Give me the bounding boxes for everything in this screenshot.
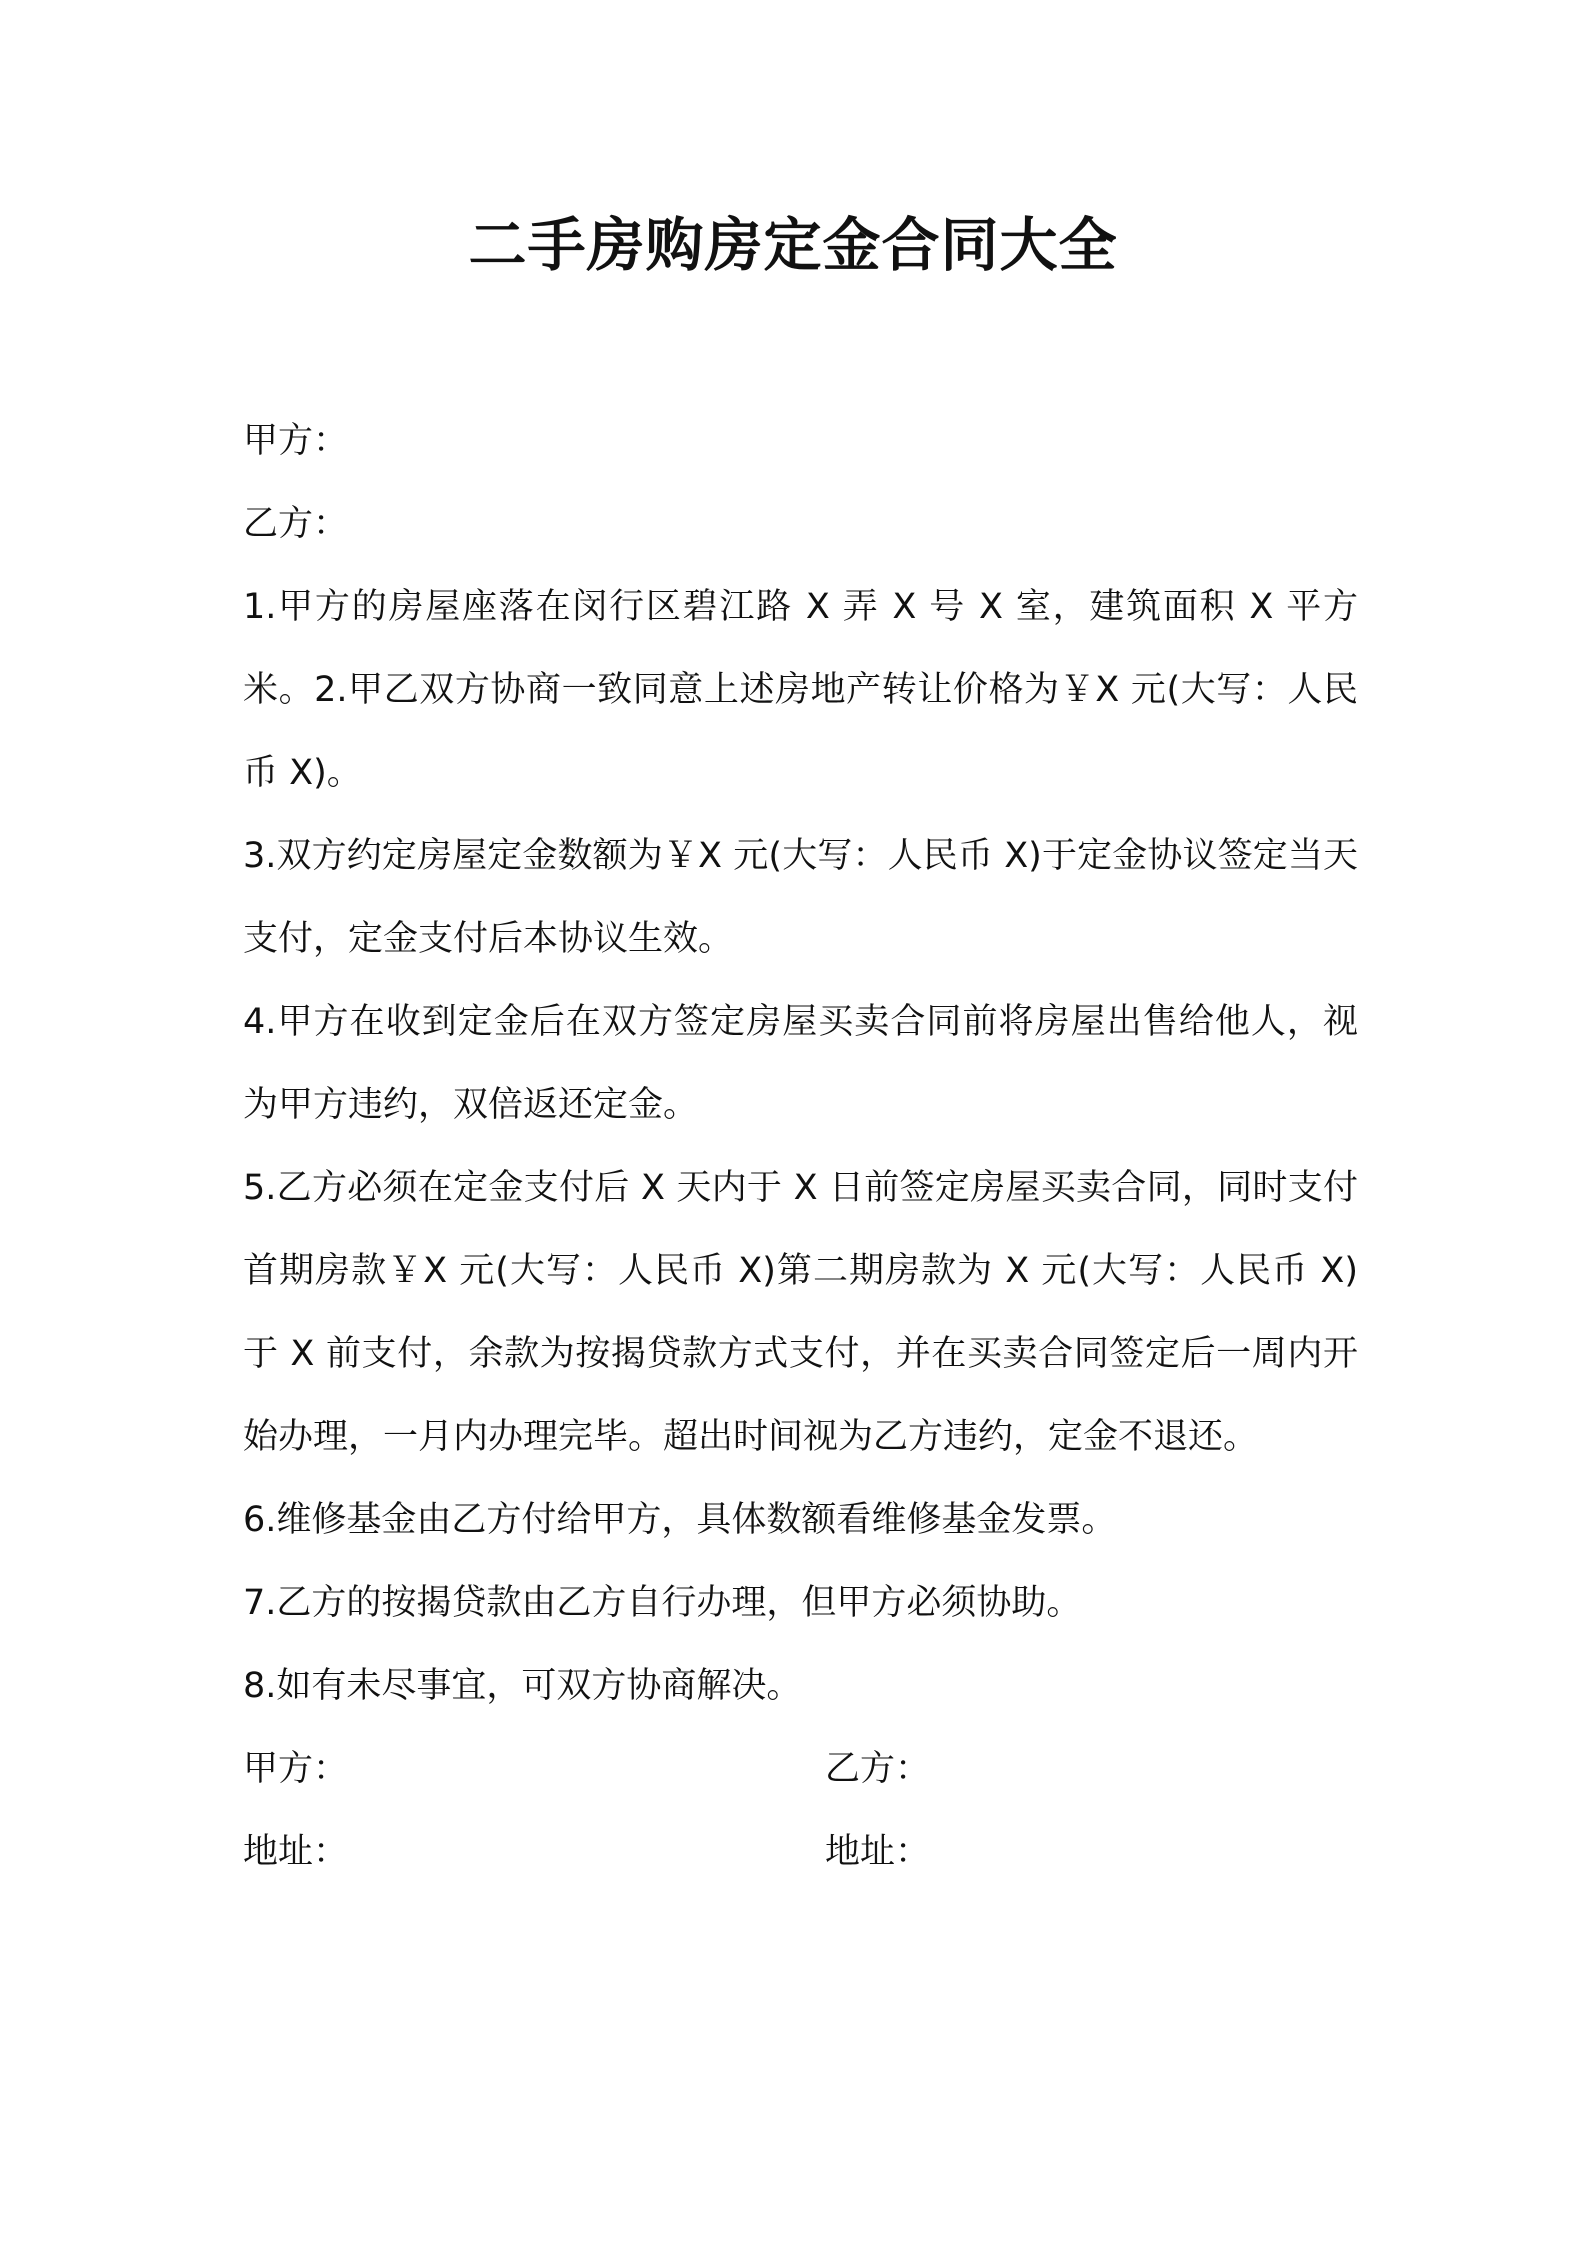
signature-address-a: 地址：: [243, 1832, 349, 1872]
party-a-line: 甲方：: [243, 421, 349, 461]
signature-address-row: [243, 1811, 1358, 1894]
clause-7: 7.乙方的按揭贷款由乙方自行办理，但甲方必须协助。: [243, 1583, 1082, 1623]
clause-5: 5.乙方必须在定金支付后 X 天内于 X 日前签定房屋买卖合同，同时支付首期房款￥X 元(大写：人民币 X)第二期房款为 X 元(大写：人民币 X)于 X 前支付，余款为按揭贷款方式支付，并在买卖合同签定后一周内开始办理，一月内办理完毕。超出时间视为乙方违约，定金不退还。: [243, 1168, 1358, 1457]
signature-address-b: 地址：: [825, 1832, 931, 1872]
document-title: 二手房购房定金合同大全: [468, 211, 1118, 279]
clause-6: 6.维修基金由乙方付给甲方，具体数额看维修基金发票。: [243, 1500, 1117, 1540]
clause-1-2: 1.甲方的房屋座落在闵行区碧江路 X 弄 X 号 X 室，建筑面积 X 平方米。2.甲乙双方协商一致同意上述房地产转让价格为￥X 元(大写：人民币 X)。: [243, 587, 1358, 793]
clause-8: 8.如有未尽事宜，可双方协商解决。: [243, 1666, 802, 1706]
party-b-line: 乙方：: [243, 504, 349, 544]
signature-party-a: 甲方：: [243, 1749, 349, 1789]
signature-party-row: [243, 1728, 1358, 1811]
document-body: [243, 400, 1358, 1894]
clause-3: 3.双方约定房屋定金数额为￥X 元(大写：人民币 X)于定金协议签定当天支付，定金支付后本协议生效。: [243, 836, 1358, 959]
clause-4: 4.甲方在收到定金后在双方签定房屋买卖合同前将房屋出售给他人，视为甲方违约，双倍返还定金。: [243, 1002, 1358, 1125]
signature-party-b: 乙方：: [825, 1749, 931, 1789]
